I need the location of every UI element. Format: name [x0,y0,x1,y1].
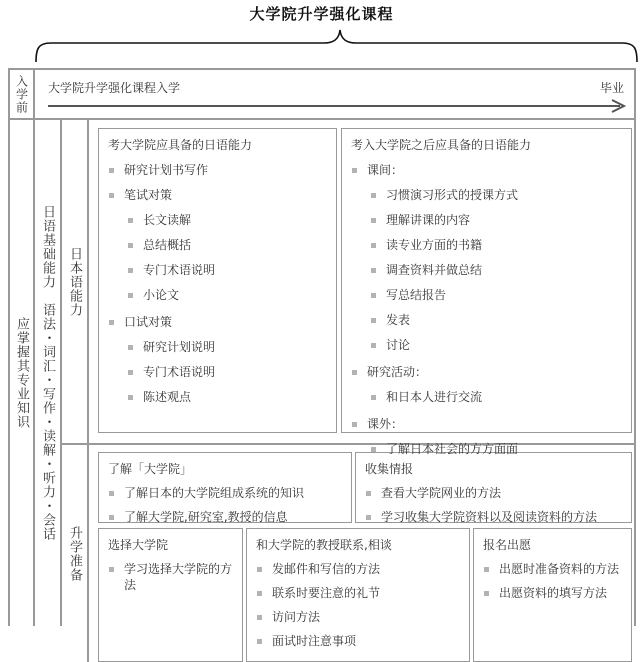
column-prep [62,445,89,662]
box-after-title: 考入大学院之后应具备的日语能力 [351,138,532,152]
box-apply [473,528,632,662]
list-item: 专门术语说明 [126,364,328,380]
list-item: 总结概括 [126,237,328,253]
box-exam-sublist-written [126,212,328,303]
box-exam-list [107,162,328,203]
list-item: 发邮件和写信的方法 [255,561,461,577]
list-item: 面试时注意事项 [255,633,461,649]
box-choose-list [107,561,234,593]
list-item: 专门术语说明 [126,262,328,278]
list-item: 学习收集大学院资料以及阅读资料的方法 [364,509,623,525]
box-after-sublist-class [369,187,623,353]
list-item: 研究活动： [350,364,623,380]
box-exam-sublist-oral [126,339,328,405]
list-item: 发表 [369,312,623,328]
box-after-sublist-extra [369,441,623,457]
list-item: 学习选择大学院的方法 [107,561,234,593]
list-item: 研究计划书写作 [107,162,328,178]
box-after-list [350,162,623,178]
column-basic-ability-label: 日语基础能力 语法・词汇・写作・读解・听力・会话 [40,205,55,541]
prep-section [62,443,634,662]
box-collect-title: 收集情报 [365,462,414,476]
box-after-sublist-research [369,389,623,405]
main-body [10,120,634,648]
box-choose-school [98,528,243,662]
list-item: 长文读解 [126,212,328,228]
list-item: 陈述观点 [126,389,328,405]
timeline-area [35,70,634,118]
box-know-graduate-school [98,452,352,523]
column-prep-label: 升学准备 [67,525,82,582]
jp-ability-content [89,120,634,456]
column-knowledge [10,120,35,626]
box-contact-list [255,561,461,649]
box-contact-title: 和大学院的教授联系,相谈 [256,538,392,552]
content-column [62,120,634,648]
list-item: 理解讲课的内容 [369,212,623,228]
list-item: 小论文 [126,287,328,303]
box-after-entry-jp-ability [341,128,632,456]
timeline-row [10,70,634,120]
column-jp-ability [62,120,89,443]
prep-row-1 [98,452,632,523]
pre-entry-label: 入学前 [14,74,29,114]
list-item: 了解日本的大学院组成系统的知识 [107,485,343,501]
list-item: 写总结报告 [369,287,623,303]
top-brace [35,29,638,63]
list-item: 查看大学院网业的方法 [364,485,623,501]
column-basic-ability [35,120,62,626]
box-contact-professor [246,528,470,662]
prep-row-2 [98,528,632,662]
list-item: 调查资料并做总结 [369,262,623,278]
list-item: 了解日本社会的方方面面 [369,441,623,457]
box-exam-list-oral [107,314,328,330]
column-knowledge-label: 应掌握其专业知识 [14,317,29,429]
main-frame [8,68,636,648]
box-know-list [107,485,343,525]
list-item: 出愿资料的填写方法 [482,585,623,601]
list-item: 研究计划说明 [126,339,328,355]
list-item: 讨论 [369,337,623,353]
list-item: 课外： [350,416,623,432]
timeline-end-label: 毕业 [599,81,624,95]
list-item: 口试对策 [107,314,328,330]
list-item: 联系时要注意的礼节 [255,585,461,601]
timeline-arrow-icon [48,99,626,113]
box-exam-title: 考大学院应具备的日语能力 [108,138,253,152]
box-exam-jp-ability [98,128,337,433]
box-apply-list [482,561,623,601]
box-collect-list [364,485,623,525]
jp-ability-section [62,120,634,456]
list-item: 读专业方面的书籍 [369,237,623,253]
page-title: 大学院升学强化课程 [249,5,394,23]
list-item: 习惯演习形式的授课方式 [369,187,623,203]
column-jp-ability-label: 日本语能力 [67,246,82,317]
box-after-list-research [350,364,623,380]
box-choose-title: 选择大学院 [108,538,169,552]
prep-content [89,445,634,662]
list-item: 和日本人进行交流 [369,389,623,405]
box-collect-info [355,452,632,523]
box-after-list-extra [350,416,623,432]
list-item: 出愿时准备资料的方法 [482,561,623,577]
list-item: 了解大学院,研究室,教授的信息 [107,509,343,525]
box-know-title: 了解「大学院」 [108,462,193,476]
list-item: 笔试对策 [107,187,328,203]
list-item: 访问方法 [255,609,461,625]
list-item: 课间： [350,162,623,178]
pre-entry-cell [10,70,35,118]
box-apply-title: 报名出愿 [483,538,532,552]
timeline-start-label: 大学院升学强化课程入学 [48,81,181,95]
